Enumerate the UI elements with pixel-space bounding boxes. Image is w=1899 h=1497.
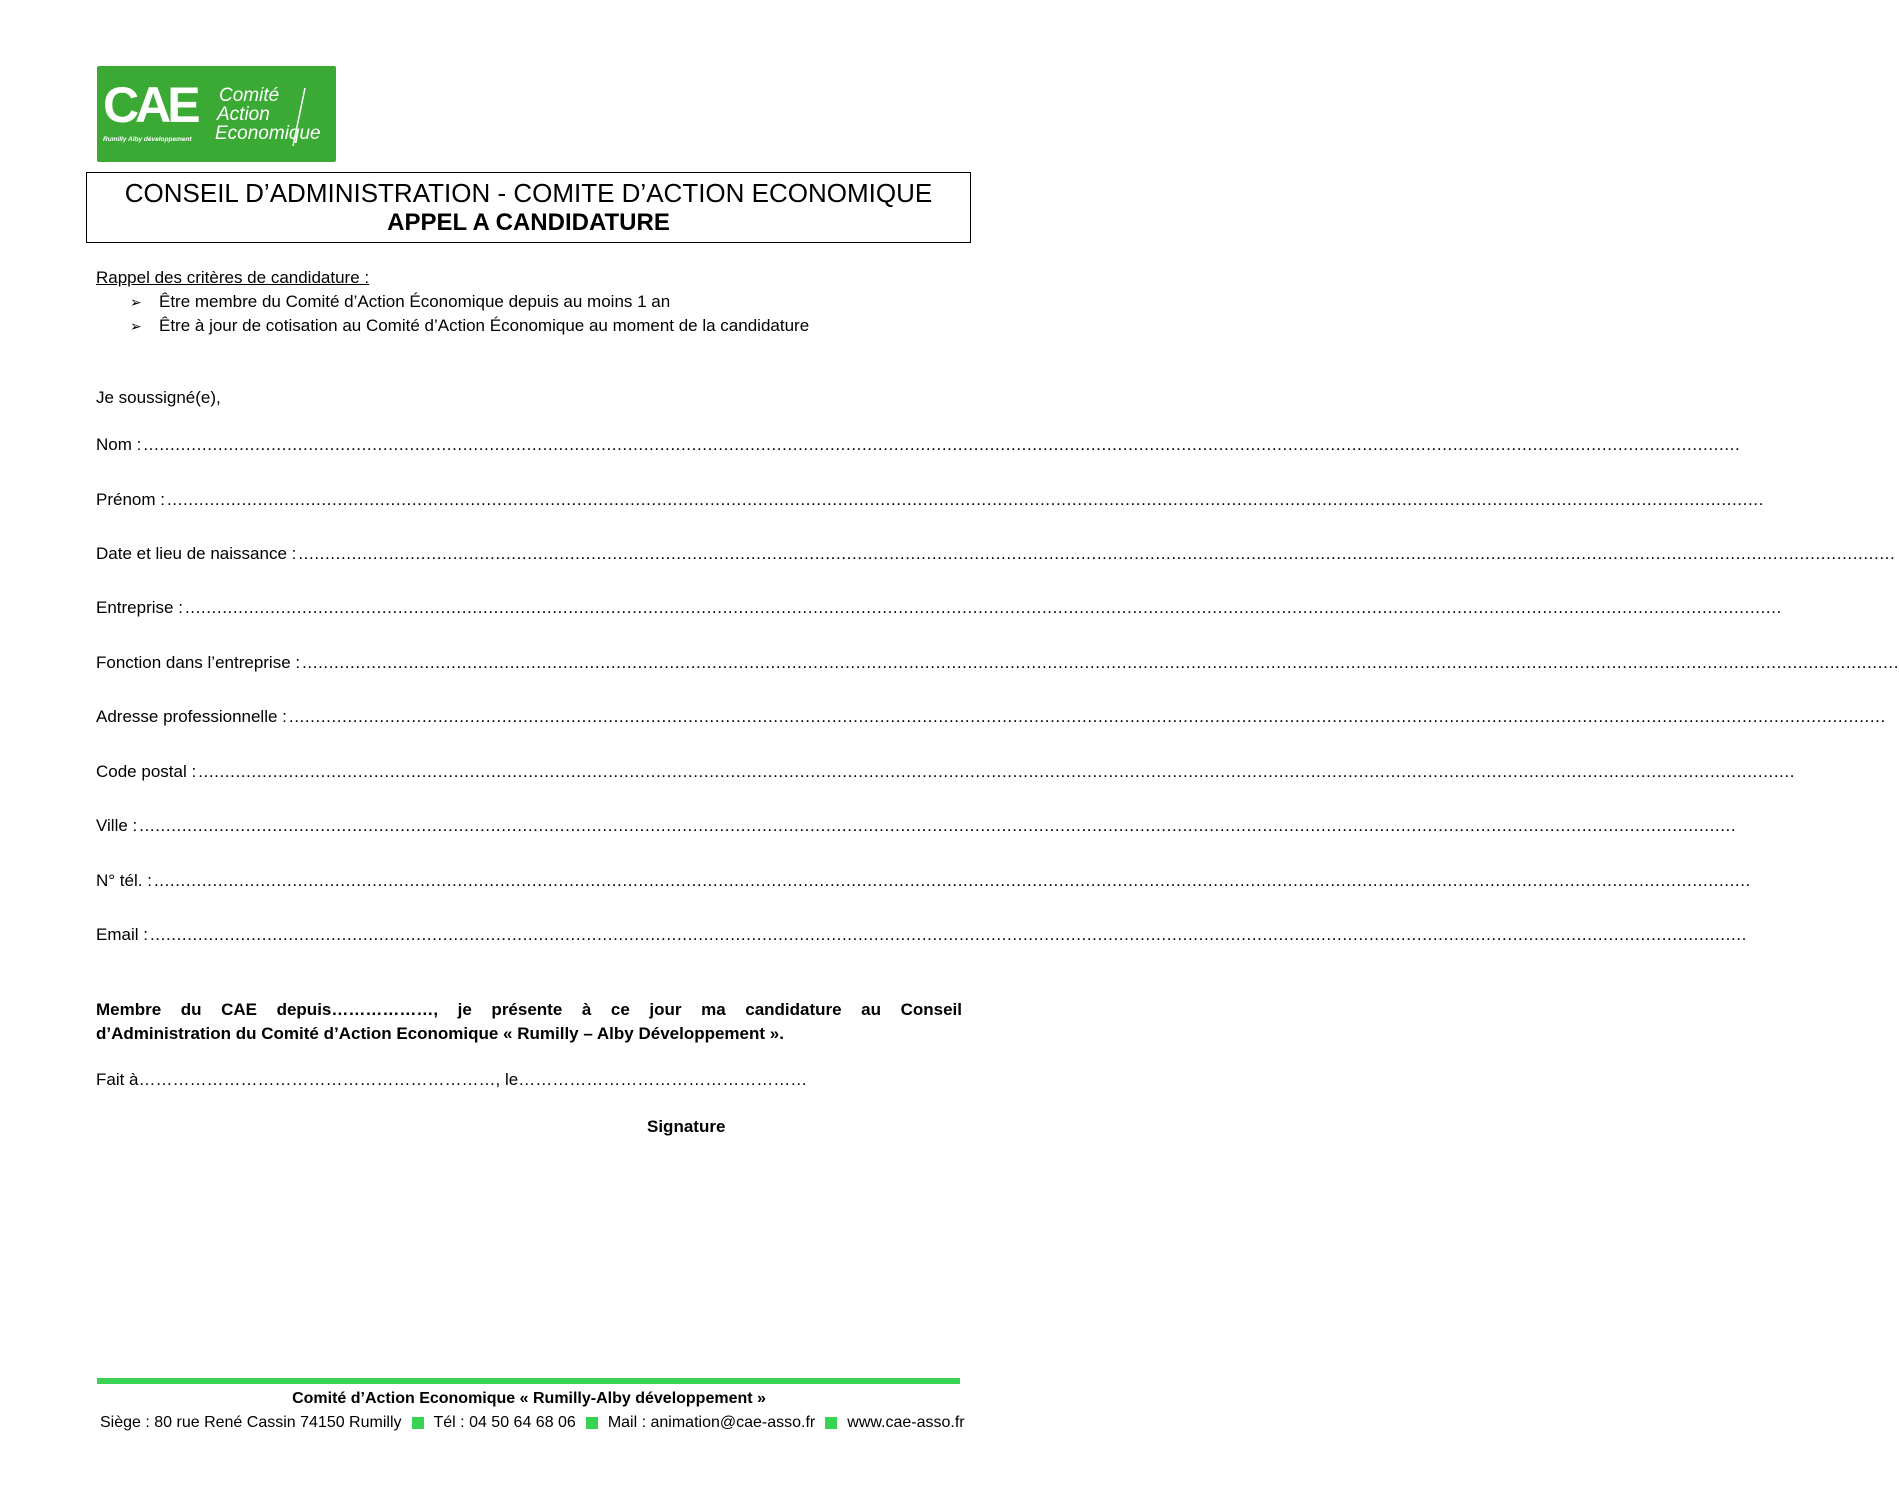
field-entreprise[interactable] [96,598,1782,618]
field-nom[interactable] [96,435,1741,455]
field-dots: ............................................................................................................................................................................................................................................................................................................ [298,544,1896,563]
field-adresse[interactable] [96,707,1886,727]
field-dots: ............................................................................................................................................................................................................................................................................................................ [139,816,1737,835]
footer-phone: Tél : 04 50 64 68 06 [433,1414,576,1431]
logo-acronym: CAE [103,77,197,133]
arrow-bullet-icon: ➢ [130,318,142,334]
arrow-bullet-icon: ➢ [130,294,142,310]
page-title: CONSEIL D’ADMINISTRATION - COMITE D’ACTION ECONOMIQUE [124,178,933,208]
field-label: Email : [96,925,148,944]
cae-logo [97,66,336,162]
statement-line: d’Administration du Comité d’Action Economique « Rumilly – Alby Développement ». [96,1024,784,1043]
logo-word: Economique [215,123,321,144]
field-label: N° tél. : [96,871,152,890]
field-prenom[interactable] [96,490,1764,510]
field-label: Date et lieu de naissance : [96,544,297,563]
field-dots: ............................................................................................................................................................................................................................................................................................................ [149,925,1747,944]
field-email[interactable] [96,925,1747,945]
signature-label: Signature [647,1117,726,1136]
criteria-item [130,316,809,336]
field-ville[interactable] [96,816,1737,836]
field-code-postal[interactable] [96,762,1796,782]
field-label: Prénom : [96,490,165,509]
logo-tagline: Rumilly Alby développement [103,136,192,143]
criteria-item-text: Être à jour de cotisation au Comité d’Action Économique au moment de la candidature [159,316,810,335]
footer-divider [97,1378,960,1384]
footer-address: Siège : 80 rue René Cassin 74150 Rumilly [100,1414,402,1431]
candidature-statement [96,998,962,1046]
field-dots: ............................................................................................................................................................................................................................................................................................................ [166,490,1764,509]
criteria-item-text: Être membre du Comité d’Action Économique depuis au moins 1 an [159,292,671,311]
footer-website[interactable]: www.cae-asso.fr [847,1414,965,1431]
field-label: Nom : [96,435,142,454]
field-telephone[interactable] [96,871,1751,891]
footer-mail[interactable]: Mail : animation@cae-asso.fr [607,1414,816,1431]
square-separator-icon [825,1417,837,1429]
field-dots: ............................................................................................................................................................................................................................................................................................................ [288,707,1886,726]
footer-org-name: Comité d’Action Economique « Rumilly-Alby développement » [292,1390,766,1407]
field-fonction[interactable] [96,653,1899,673]
field-label: Fonction dans l’entreprise : [96,653,301,672]
place-date-line[interactable]: Fait à………………………………………………………, le…………………………………………… [96,1070,808,1089]
field-label: Entreprise : [96,598,183,617]
footer-contact [100,1414,965,1432]
field-dots: ............................................................................................................................................................................................................................................................................................................ [302,653,1899,672]
page-subtitle: APPEL A CANDIDATURE [387,209,670,236]
field-dots: ............................................................................................................................................................................................................................................................................................................ [198,762,1796,781]
field-dots: ............................................................................................................................................................................................................................................................................................................ [153,871,1751,890]
field-date-lieu-naissance[interactable] [96,544,1896,564]
statement-line: Membre du CAE depuis………………, je présente à ce jour ma candidature au Conseil [96,1000,962,1019]
logo-word: Comité [219,85,280,106]
field-dots: ............................................................................................................................................................................................................................................................................................................ [184,598,1782,617]
criteria-item [130,292,670,312]
criteria-title: Rappel des critères de candidature : [96,268,370,287]
logo-words [215,85,321,144]
field-label: Ville : [96,816,138,835]
field-dots: ............................................................................................................................................................................................................................................................................................................ [143,435,1741,454]
title-box [86,172,971,243]
field-label: Code postal : [96,762,197,781]
logo-word: Action [217,104,270,125]
field-label: Adresse professionnelle : [96,707,287,726]
square-separator-icon [586,1417,598,1429]
square-separator-icon [412,1417,424,1429]
intro-text: Je soussigné(e), [96,388,221,407]
